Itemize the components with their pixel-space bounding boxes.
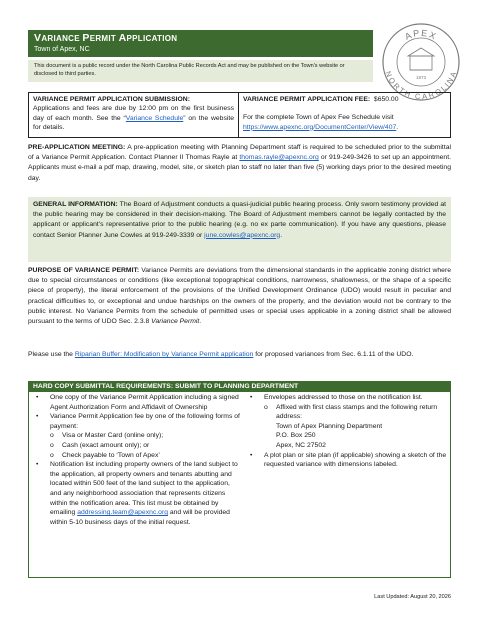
- fee-schedule-text: For the complete Town of Apex Fee Schedule visit: [243, 114, 394, 122]
- return-address-line: Apex, NC 27502: [276, 441, 326, 449]
- bullet-icon: •: [36, 461, 39, 469]
- svg-text:APEX: [403, 28, 438, 42]
- purpose-text: Variance Permits are deviations from the dimensional standards in the applicable zoning district where due to special circumstances or conditions (like exceptional topographical conditions, narrowness, shallowness, or the shape of a specific piece of property), the literal enforcement of the provisions of the Unified Development Ordinance (UDO) would result in peculiar and practical difficulties to, or exceptional and undue hardships on the owners of the property, and the deviation would not be contrary to the public interest. No Variance Permits from the schedule of permitted uses or special uses applicable in a zoning district shall be allowed pursuant to the terms of UDO Sec. 2.3.8: [28, 267, 451, 326]
- sub-bullet-icon: o: [50, 441, 54, 449]
- fee-link-period: .: [396, 123, 399, 131]
- sub-bullet-icon: o: [50, 432, 54, 440]
- variance-schedule-link[interactable]: Variance Schedule: [125, 114, 184, 122]
- riparian-text: Please use the: [28, 351, 75, 358]
- thomas-rayle-email-link[interactable]: thomas.rayle@apexnc.org: [239, 154, 319, 162]
- title-part: PPLICATION: [126, 34, 178, 43]
- seal-top-text: APEX: [403, 27, 439, 42]
- title-bar: [28, 30, 373, 57]
- submission-info: [29, 93, 239, 137]
- sub-list-item: [246, 403, 447, 422]
- addressing-team-email-link[interactable]: addressing.team@apexnc.org: [77, 509, 168, 517]
- pre-application-text: A pre-application meeting with Planning Department staff is required to be scheduled prior to the submittal of a Variance Permit Application. Contact Planner II Thomas Rayle at: [28, 144, 451, 162]
- list-item: [32, 460, 240, 527]
- fee-info: [239, 93, 450, 137]
- purpose-text-italic: Variance Permit: [151, 318, 200, 326]
- general-information-text: .: [280, 231, 283, 239]
- bullet-icon: •: [36, 394, 39, 401]
- list-item-text: Variance Permit Application fee by one of the following forms of payment:: [50, 413, 240, 430]
- pre-application-text: or 919-249-3426 to set up an appointment. Applicants must e-mail a pdf map, drawing, model, site, or sketch plan to staff no later than five (5) working days prior to the desired meeting day.: [28, 154, 451, 182]
- riparian-text: for proposed variances from Sec. 6.1.11 of the UDO.: [253, 351, 414, 358]
- payment-option: [32, 441, 240, 451]
- purpose-text: .: [199, 318, 202, 326]
- title-part: ARIANCE: [41, 34, 83, 43]
- list-item-text: One copy of the Variance Permit Application including a signed Agent Authorization Form and Affidavit of Ownership: [50, 394, 239, 411]
- return-address-line: P.O. Box 250: [276, 432, 316, 440]
- pre-application-section: [28, 143, 451, 184]
- seal-year: 1873: [415, 75, 427, 80]
- title-part: P: [82, 32, 90, 44]
- list-item: [246, 451, 447, 470]
- last-updated-footer: Last Updated: August 20, 2026: [374, 594, 451, 600]
- list-item-text: A plot plan or site plan (if applicable) showing a sketch of the requested variance with dimensions labeled.: [264, 451, 447, 469]
- general-information-box: [28, 197, 451, 262]
- list-item: [32, 393, 240, 412]
- hard-copy-heading: HARD COPY SUBMITTAL REQUIREMENTS: SUBMIT TO PLANNING DEPARTMENT: [28, 381, 451, 392]
- title-part: A: [118, 32, 127, 44]
- list-item-text: Notification list including property owners of the land subject to the application, all property owners and tenants abutting and located within 500 feet of the land subject to the application, and any neighborhood association that represents citizens within the notification area. This list must be obtained by emailing: [50, 461, 238, 517]
- bullet-icon: •: [36, 413, 39, 421]
- requirements-left-column: [29, 392, 243, 577]
- submission-heading: VARIANCE PERMIT APPLICATION SUBMISSION:: [33, 96, 190, 103]
- sub-bullet-icon: o: [50, 451, 54, 459]
- sub-list-item-text: Affixed with first class stamps and the following return address:: [276, 403, 438, 421]
- submission-text-part: Applications and fees are due by 12:00 pm on the first business day of each month. See the “: [33, 105, 234, 122]
- page-subtitle: Town of Apex, NC: [34, 46, 90, 53]
- seal-bottom-text: NORTH CAROLINA: [383, 69, 459, 102]
- payment-option-text: Visa or Master Card (online only);: [62, 432, 164, 440]
- general-information-heading: GENERAL INFORMATION:: [33, 201, 118, 208]
- submission-text: [33, 104, 234, 132]
- bullet-icon: •: [250, 394, 253, 401]
- fee-schedule-link[interactable]: https://www.apexnc.org/DocumentCenter/View/407: [243, 123, 397, 131]
- general-information-text: The Board of Adjustment conducts a quasi-judicial public hearing process. Only sworn testimony provided at the public hearing may be considered in their decision-making. The Board of Adjustment members cannot be legally contacted by the applicant or applicant's representative prior to the public hearing (e.g. no ex parte communication). If you have any questions, please contact Senior Planner June Cowles at 919-249-3339 or: [33, 201, 446, 239]
- return-address-line: Town of Apex Planning Department: [276, 422, 383, 430]
- title-part: V: [34, 32, 42, 44]
- fee-amount: $650.00: [373, 96, 399, 103]
- riparian-note: [28, 350, 451, 360]
- list-item-text: Envelopes addressed to those on the notification list.: [264, 394, 423, 401]
- requirements-right-column: [243, 392, 450, 577]
- submission-fee-box: [28, 92, 451, 138]
- purpose-heading: PURPOSE OF VARIANCE PERMIT:: [28, 267, 140, 274]
- town-seal-logo: [381, 22, 461, 102]
- payment-option: [32, 451, 240, 461]
- pre-application-heading: PRE-APPLICATION MEETING:: [28, 144, 126, 151]
- hard-copy-requirements: [28, 392, 451, 578]
- riparian-buffer-link[interactable]: Riparian Buffer: Modification by Variance Permit application: [74, 351, 254, 358]
- public-record-notice: This document is a public record under the North Carolina Public Records Act and may be published on the Town's website or disclosed to third parties.: [28, 60, 373, 82]
- page-title: [34, 32, 367, 45]
- purpose-section: [28, 266, 451, 327]
- bullet-icon: •: [250, 451, 253, 459]
- list-item: [32, 412, 240, 431]
- sub-bullet-icon: o: [264, 403, 268, 411]
- payment-option: [32, 431, 240, 441]
- submission-text-part: ” on the website for details.: [33, 114, 235, 131]
- payment-option-text: Cash (exact amount only); or: [62, 441, 150, 449]
- list-item-text: and will be provided within 5-10 business days of the initial request.: [50, 509, 230, 526]
- fee-heading: VARIANCE PERMIT APPLICATION FEE:: [243, 96, 371, 103]
- june-cowles-email-link[interactable]: june.cowles@apexnc.org: [204, 231, 281, 239]
- title-part: ERMIT: [89, 34, 119, 43]
- list-item: [246, 393, 447, 403]
- payment-option-text: Check payable to ‘Town of Apex’: [62, 451, 160, 459]
